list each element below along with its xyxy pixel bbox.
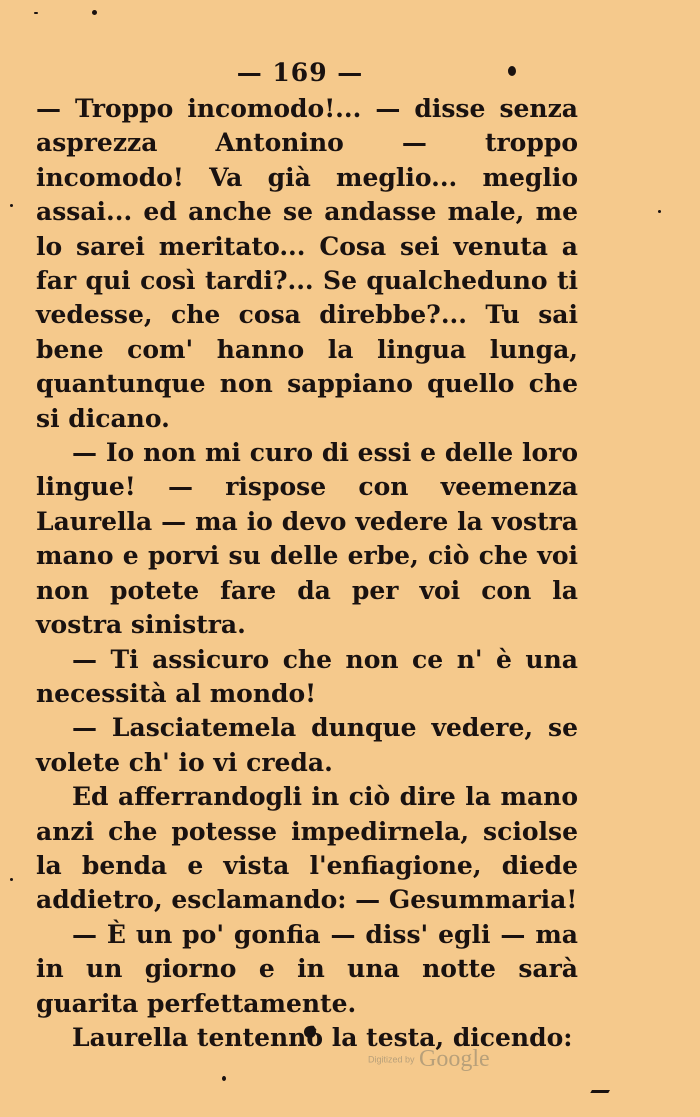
ink-speck: [658, 210, 661, 213]
paragraph: — Ti assicuro che non ce n' è una necessità al mondo!: [36, 644, 578, 708]
paragraph: — Io non mi curo di essi e delle loro lingue! — rispose con veemenza Laurella — ma io devo vedere la vostra mano e porvi su delle erbe, ciò che voi non potete fare da per voi con la vostra sinistra.: [36, 438, 578, 640]
ink-speck: [222, 1076, 226, 1081]
page-number: — 169 —: [236, 58, 364, 87]
ink-speck: [10, 878, 13, 881]
paragraph: Ed afferrandogli in ciò dire la mano anzi che potesse impedirnela, sciolse la benda e vista l'enfiagione, diede addietro, esclamando: — Gesummaria!: [36, 782, 578, 915]
digitized-watermark: [368, 1046, 490, 1073]
paragraph: — Troppo incomodo!... — disse senza asprezza Antonino — troppo incomodo! Va già meglio... meglio assai... ed anche se andasse male, me lo sarei meritato... Cosa sei venuta a far qui così tardi?... Se qualcheduno ti vedesse, che cosa direbbe?... Tu sai bene com' hanno la lingua lunga, quantunque non sappiano quello che si dicano.: [36, 94, 578, 433]
body-text: [36, 92, 578, 1055]
digitized-prefix: Digitized by: [368, 1054, 415, 1065]
paragraph: — Lasciatemela dunque vedere, se volete ch' io vi creda.: [36, 713, 578, 777]
ink-speck: [92, 10, 97, 15]
paragraph: Laurella tentennò la testa, dicendo:: [72, 1022, 573, 1052]
corner-mark: [590, 1080, 616, 1093]
ink-speck: [34, 12, 38, 14]
ink-speck: [10, 204, 13, 207]
paragraph: — È un po' gonfia — diss' egli — ma in un giorno e in una notte sarà guarita perfettamente.: [36, 919, 578, 1018]
google-logo: Google: [418, 1046, 490, 1072]
